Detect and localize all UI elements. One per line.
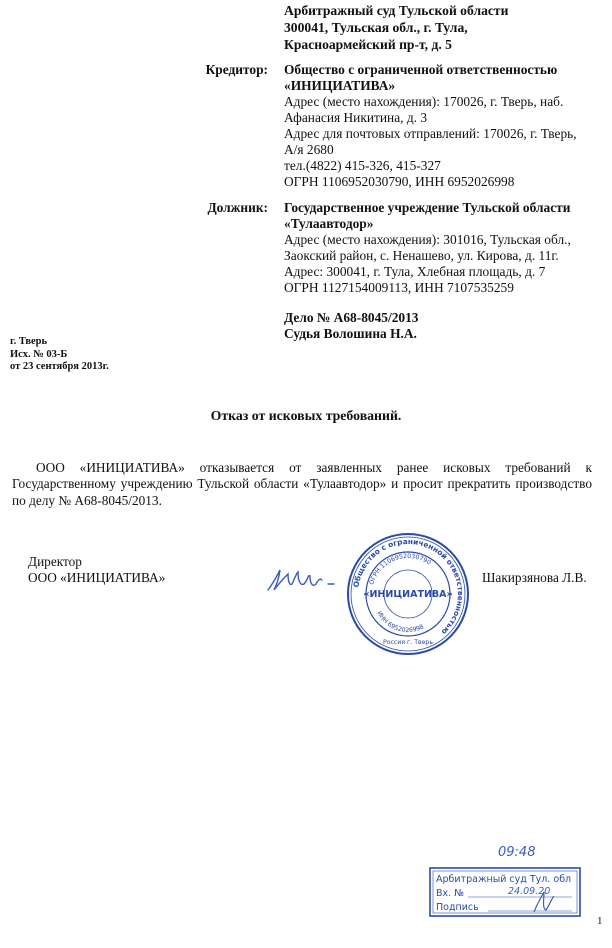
outgoing-city: г. Тверь bbox=[10, 336, 48, 347]
signer-position-line2: ООО «ИНИЦИАТИВА» bbox=[28, 570, 166, 585]
court-address-line2: Красноармейский пр-т, д. 5 bbox=[284, 37, 452, 52]
debtor-address-line: Адрес: 300041, г. Тула, Хлебная площадь, д. 7 bbox=[284, 264, 546, 279]
signer-position-line1: Директор bbox=[28, 554, 82, 569]
court-addressee bbox=[284, 2, 508, 53]
svg-text:ОГРН 1106952030790 bbox=[368, 553, 432, 586]
seal-outer-text: Общество с ограниченной ответственностью bbox=[351, 536, 466, 637]
case-judge: Судья Волошина Н.А. bbox=[284, 326, 417, 341]
creditor-address-line: Афанасия Никитина, д. 3 bbox=[284, 110, 428, 125]
stamp-court: Арбитражный суд Тул. обл bbox=[436, 874, 572, 885]
debtor-address-line: Адрес (место нахождения): 301016, Тульская обл., bbox=[284, 232, 571, 247]
signer-name: Шакирзянова Л.В. bbox=[482, 570, 587, 585]
debtor-address-line: Заокский район, с. Ненашево, ул. Кирова, д. 11г. bbox=[284, 248, 559, 263]
seal-inn: ИНН 6952026998 bbox=[375, 610, 426, 635]
case-number: Дело № А68-8045/2013 bbox=[284, 310, 419, 325]
creditor-postal-line: Адрес для почтовых отправлений: 170026, г. Тверь, bbox=[284, 126, 577, 141]
company-seal bbox=[346, 532, 470, 656]
debtor-role: Должник: bbox=[207, 200, 268, 215]
handwritten-signature bbox=[262, 560, 342, 600]
creditor-address-line: Адрес (место нахождения): 170026, г. Тверь, наб. bbox=[284, 94, 564, 109]
stamp-signature-label: Подпись bbox=[436, 902, 479, 913]
stamp-date-handwritten: 24.09.20 bbox=[508, 886, 551, 897]
signer-position bbox=[28, 554, 165, 586]
case-info bbox=[284, 310, 418, 342]
stamp-incoming-label: Вх. № bbox=[436, 888, 465, 899]
creditor-name-line1: Общество с ограниченной ответственностью bbox=[284, 62, 558, 77]
debtor-name-line1: Государственное учреждение Тульской области bbox=[284, 200, 571, 215]
seal-ogrn: ОГРН 1106952030790 bbox=[368, 552, 433, 586]
creditor-ogrn-inn: ОГРН 1106952030790, ИНН 6952026998 bbox=[284, 174, 515, 189]
document-title: Отказ от исковых требований. bbox=[210, 408, 402, 423]
creditor-phone: тел.(4822) 415-326, 415-327 bbox=[284, 158, 441, 173]
svg-text:ИНН 6952026998 bbox=[375, 610, 425, 634]
court-incoming-stamp bbox=[426, 838, 586, 924]
court-address-line1: 300041, Тульская обл., г. Тула, bbox=[284, 20, 468, 35]
page-number: 1 bbox=[597, 915, 603, 927]
outgoing-number: Исх. № 03-Б bbox=[10, 348, 68, 360]
debtor-name-line2: «Тулаавтодор» bbox=[284, 216, 374, 231]
creditor-postal-line: А/я 2680 bbox=[284, 142, 334, 157]
creditor-name-line2: «ИНИЦИАТИВА» bbox=[284, 78, 396, 93]
seal-city: Россия г. Тверь bbox=[382, 639, 434, 646]
seal-center-name: «ИНИЦИАТИВА» bbox=[363, 589, 453, 600]
body-paragraph: ООО «ИНИЦИАТИВА» отказывается от заявленных ранее исковых требований к Государственному учреждению Тульской области «Тулаавтодор» и просит прекратить производство по делу № А68-8045/2013. bbox=[12, 460, 592, 508]
court-name: Арбитражный суд Тульской области bbox=[284, 3, 509, 18]
debtor-ogrn-inn: ОГРН 1127154009113, ИНН 7107535259 bbox=[284, 280, 514, 295]
outgoing-date: от 23 сентября 2013г. bbox=[10, 361, 109, 372]
stamp-time-handwritten: 09:48 bbox=[498, 845, 536, 860]
outgoing-reference bbox=[10, 336, 109, 374]
creditor-role: Кредитор: bbox=[205, 62, 268, 77]
